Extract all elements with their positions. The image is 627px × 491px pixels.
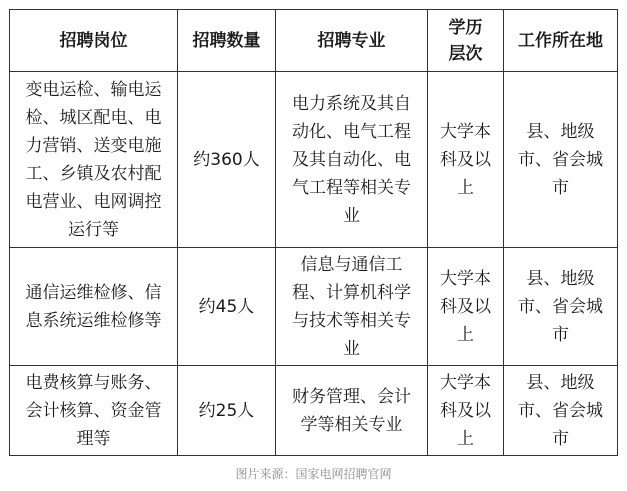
cell-quantity: 约360人 [178, 72, 276, 248]
header-quantity: 招聘数量 [178, 10, 276, 72]
cell-education: 大学本科及以上 [428, 72, 504, 248]
cell-major: 信息与通信工程、计算机科学与技术等相关专业 [276, 248, 428, 366]
header-position: 招聘岗位 [10, 10, 178, 72]
cell-position: 变电运检、输电运检、城区配电、电力营销、送变电施工、乡镇及农村配电营业、电网调控运行等 [10, 72, 178, 248]
header-major: 招聘专业 [276, 10, 428, 72]
table-row [10, 72, 618, 248]
cell-major: 财务管理、会计学等相关专业 [276, 366, 428, 456]
cell-education: 大学本科及以上 [428, 366, 504, 456]
recruitment-table-container [9, 9, 617, 455]
table-header-row [10, 10, 618, 72]
image-source-caption: 图片来源：国家电网招聘官网 [235, 467, 392, 481]
cell-quantity: 约25人 [178, 366, 276, 456]
cell-location: 县、地级市、省会城市 [504, 72, 618, 248]
recruitment-table [9, 9, 618, 456]
header-education: 学历层次 [428, 10, 504, 72]
cell-position: 电费核算与账务、会计核算、资金管理等 [10, 366, 178, 456]
cell-location: 县、地级市、省会城市 [504, 248, 618, 366]
table-row [10, 366, 618, 456]
cell-education: 大学本科及以上 [428, 248, 504, 366]
cell-major: 电力系统及其自动化、电气工程及其自动化、电气工程等相关专业 [276, 72, 428, 248]
table-row [10, 248, 618, 366]
cell-location: 县、地级市、省会城市 [504, 366, 618, 456]
cell-position: 通信运维检修、信息系统运维检修等 [10, 248, 178, 366]
header-location: 工作所在地 [504, 10, 618, 72]
cell-quantity: 约45人 [178, 248, 276, 366]
